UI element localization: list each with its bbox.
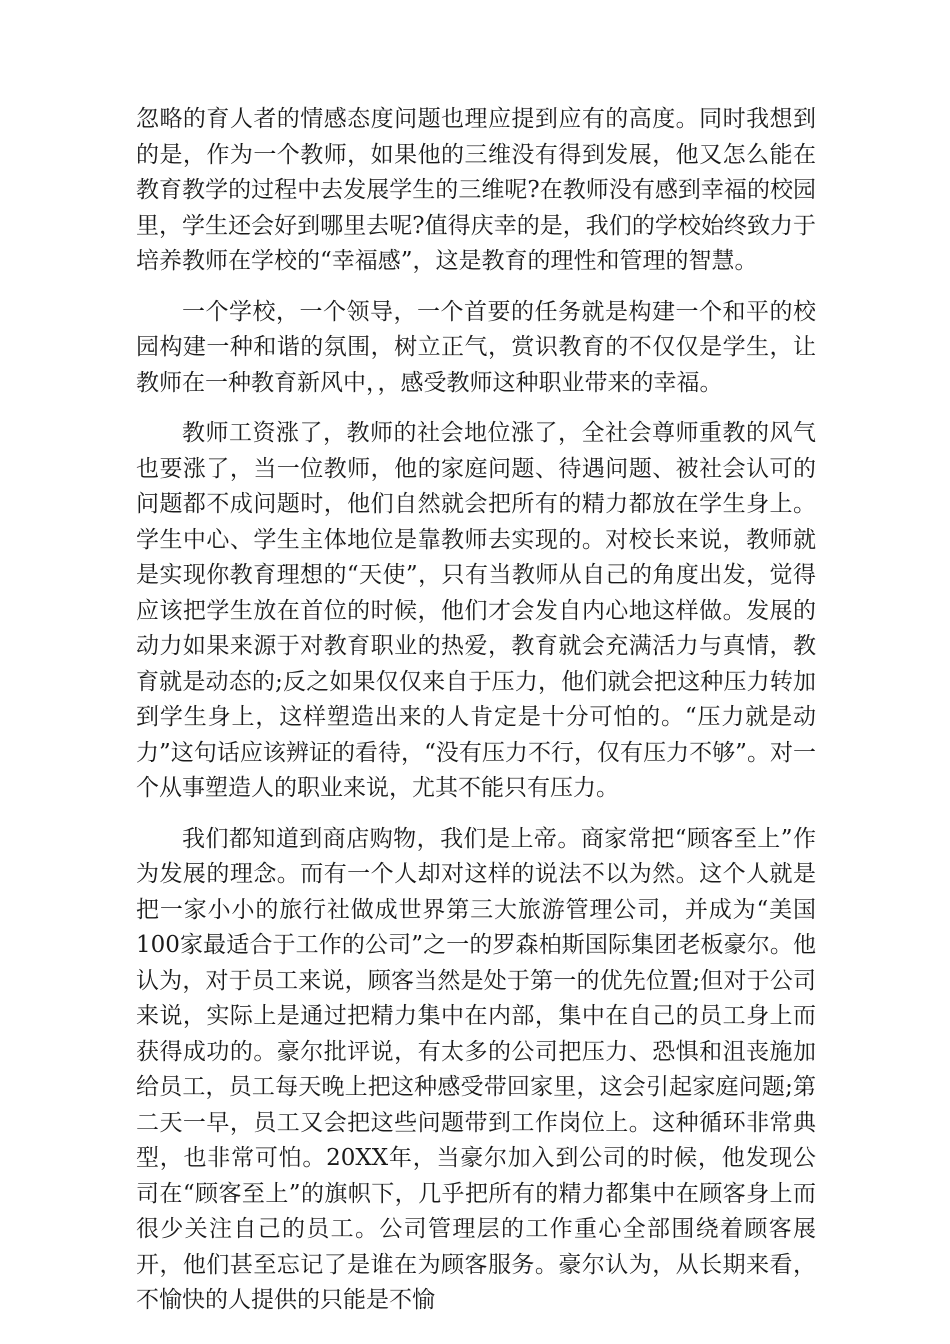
paragraph-3: 教师工资涨了，教师的社会地位涨了，全社会尊师重教的风气也要涨了，当一位教师，他的家庭问题、待遇问题、被社会认可的问题都不成问题时，他们自然就会把所有的精力都放在学生身上。学生中心、学生主体地位是靠教师去实现的。对校长来说，教师就是实现你教育理想的“天使”，只有当教师从自己的角度出发，觉得应该把学生放在首位的时候，他们才会发自内心地这样做。发展的动力如果来源于对教育职业的热爱，教育就会充满活力与真情，教育就是动态的;反之如果仅仅来自于压力，他们就会把这种压力转加到学生身上，这样塑造出来的人肯定是十分可怕的。“压力就是动力”这句话应该辨证的看待，“没有压力不行，仅有压力不够”。对一个从事塑造人的职业来说，尤其不能只有压力。 — [136, 420, 816, 801]
paragraph-2: 一个学校，一个领导，一个首要的任务就是构建一个和平的校园构建一种和谐的氛围，树立正气，赏识教育的不仅仅是学生，让教师在一种教育新风中，，感受教师这种职业带来的幸福。 — [136, 298, 816, 396]
document-body — [136, 102, 816, 1319]
paragraph-1: 忽略的育人者的情感态度问题也理应提到应有的高度。同时我想到的是，作为一个教师，如果他的三维没有得到发展，他又怎么能在教育教学的过程中去发展学生的三维呢?在教师没有感到幸福的校园里，学生还会好到哪里去呢?值得庆幸的是，我们的学校始终致力于培养教师在学校的“幸福感”，这是教育的理性和管理的智慧。 — [136, 106, 816, 274]
paragraph-4: 我们都知道到商店购物，我们是上帝。商家常把“顾客至上”作为发展的理念。而有一个人却对这样的说法不以为然。这个人就是把一家小小的旅行社做成世界第三大旅游管理公司，并成为“美国100家最适合于工作的公司”之一的罗森柏斯国际集团老板豪尔。他认为，对于员工来说，顾客当然是处于第一的优先位置;但对于公司来说，实际上是通过把精力集中在内部，集中在自己的员工身上而获得成功的。豪尔批评说，有太多的公司把压力、恐惧和沮丧施加给员工，员工每天晚上把这种感受带回家里，这会引起家庭问题;第二天一早，员工又会把这些问题带到工作岗位上。这种循环非常典型，也非常可怕。20XX年，当豪尔加入到公司的时候，他发现公司在“顾客至上”的旗帜下，几乎把所有的精力都集中在顾客身上而很少关注自己的员工。公司管理层的工作重心全部围绕着顾客展开，他们甚至忘记了是谁在为顾客服务。豪尔认为，从长期来看，不愉快的人提供的只能是不愉 — [136, 825, 816, 1313]
